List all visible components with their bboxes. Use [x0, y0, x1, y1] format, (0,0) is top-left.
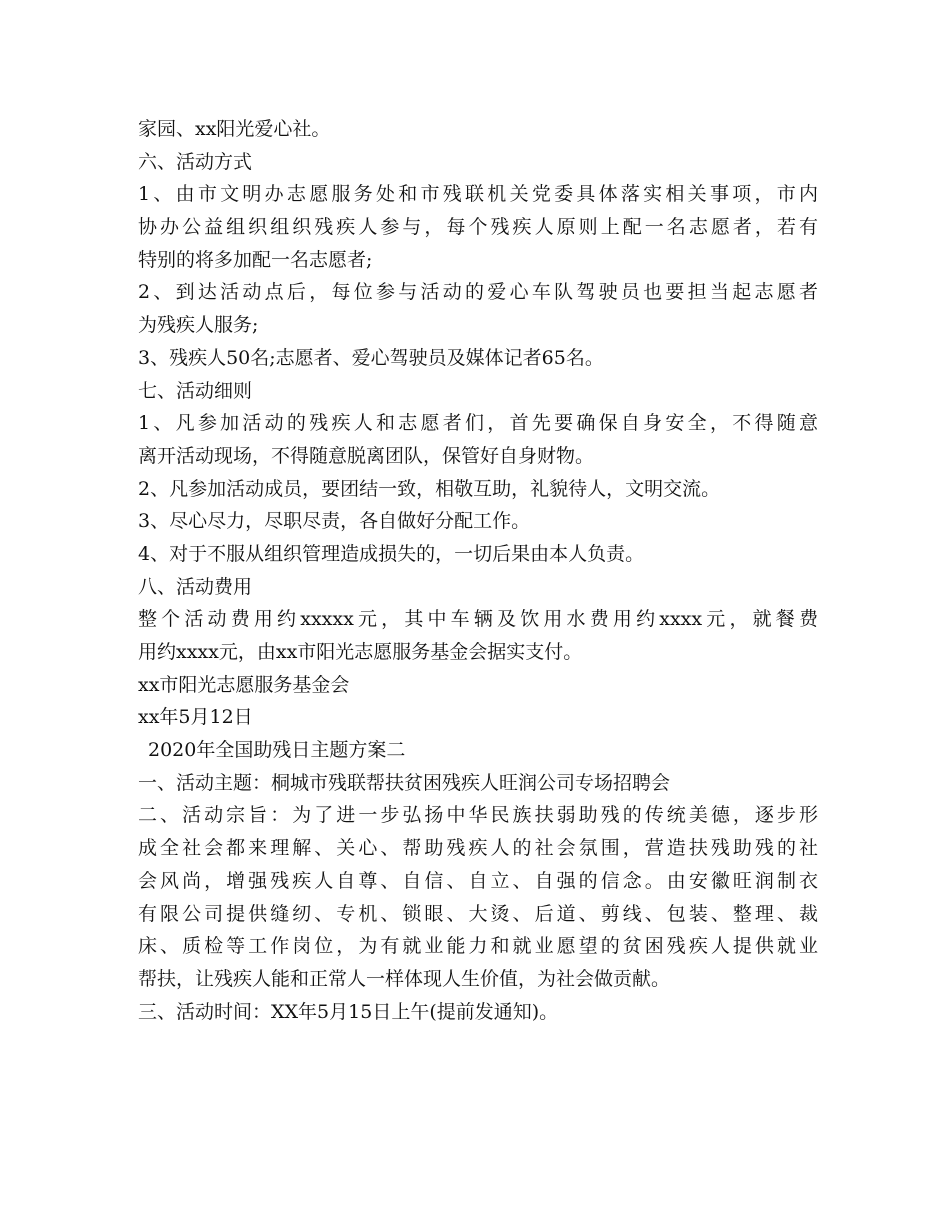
text-line: 一、活动主题：桐城市残联帮扶贫困残疾人旺润公司专场招聘会: [138, 771, 671, 794]
signature-organization: xx市阳光志愿服务基金会: [138, 673, 350, 696]
signature-date: xx年5月12日: [138, 706, 253, 729]
section-heading-activity-cost: 八、活动费用: [138, 575, 253, 598]
text-line: 3、尽心尽力，尽职尽责，各自做好分配工作。: [138, 510, 531, 533]
text-line: 家园、xx阳光爱心社。: [138, 118, 331, 140]
text-line: 1、由市文明办志愿服务处和市残联机关党委具体落实相关事项，市内: [138, 183, 818, 206]
text-line: 2、到达活动点后，每位参与活动的爱心车队驾驶员也要担当起志愿者: [138, 281, 818, 304]
text-line: 用约xxxx元，由xx市阳光志愿服务基金会据实支付。: [138, 641, 583, 663]
text-line: 协办公益组织组织残疾人参与，每个残疾人原则上配一名志愿者，若有: [138, 216, 818, 239]
text-line: 3、残疾人50名;志愿者、爱心驾驶员及媒体记者65名。: [138, 346, 604, 369]
text-line: 有限公司提供缝纫、专机、锁眼、大烫、后道、剪线、包装、整理、裁: [138, 902, 818, 925]
text-line: 4、对于不服从组织管理造成损失的，一切后果由本人负责。: [138, 542, 645, 565]
text-line: 1、凡参加活动的残疾人和志愿者们，首先要确保自身安全，不得随意: [138, 412, 818, 435]
text-line: 2、凡参加活动成员，要团结一致，相敬互助，礼貌待人，文明交流。: [138, 477, 721, 500]
text-line: 三、活动时间：XX年5月15日上午(提前发通知)。: [138, 1000, 559, 1023]
text-line: 成全社会都来理解、关心、帮助残疾人的社会氛围，营造扶残助残的社: [138, 837, 818, 860]
text-line: 床、质检等工作岗位，为有就业能力和就业愿望的贫困残疾人提供就业: [138, 935, 818, 958]
text-line: 特别的将多加配一名志愿者;: [138, 248, 373, 271]
text-line: 帮扶，让残疾人能和正常人一样体现人生价值，为社会做贡献。: [138, 967, 671, 990]
document-body: [138, 113, 818, 1028]
text-line: 二、活动宗旨：为了进一步弘扬中华民族扶弱助残的传统美德，逐步形: [138, 804, 818, 827]
text-line: 整个活动费用约xxxxx元，其中车辆及饮用水费用约xxxx元，就餐费: [138, 608, 818, 631]
text-line: 离开活动现场，不得随意脱离团队，保管好自身财物。: [138, 444, 595, 467]
section-heading-activity-method: 六、活动方式: [138, 150, 253, 173]
section-heading-activity-rules: 七、活动细则: [138, 379, 253, 402]
plan-two-title: 2020年全国助残日主题方案二: [148, 739, 406, 762]
text-line: 为残疾人服务;: [138, 314, 259, 337]
text-line: 会风尚，增强残疾人自尊、自信、自立、自强的信念。由安徽旺润制衣: [138, 869, 818, 892]
